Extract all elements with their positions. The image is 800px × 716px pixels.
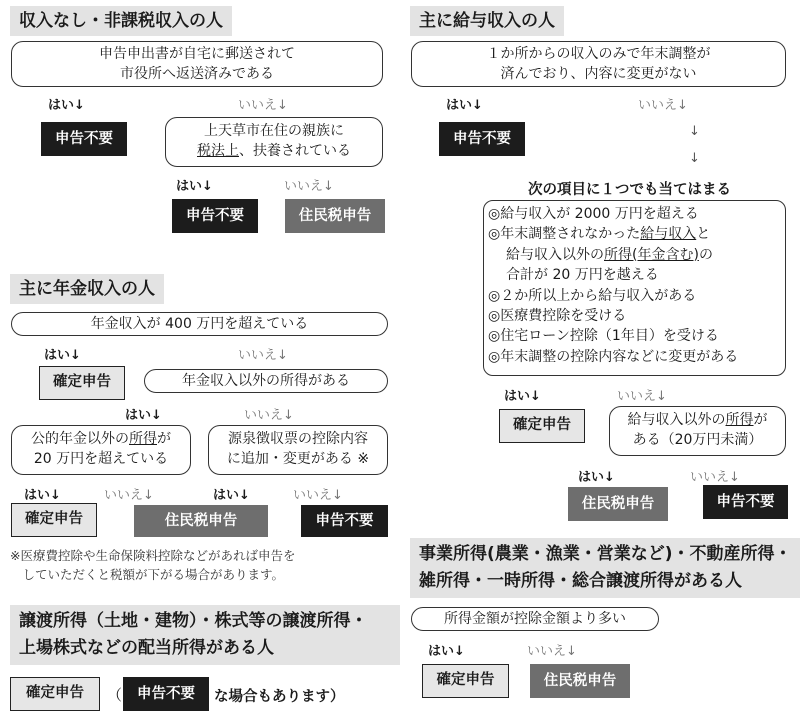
result-resident-tax: 住民税申告 — [134, 505, 268, 537]
condition-item: ◎年末調整の控除内容などに変更がある — [488, 348, 739, 365]
no-label: いいえ↓ — [244, 408, 294, 423]
footnote-line: していただくと税額が下がる場合があります。 — [10, 567, 285, 582]
result-no-filing: 申告不要 — [123, 677, 209, 711]
question-line: に追加・変更がある ※ — [226, 451, 370, 467]
no-label: いいえ↓ — [690, 470, 740, 485]
question-pension-over-400: 年金収入が 400 万円を超えている — [11, 312, 388, 336]
question-single-employer — [411, 41, 786, 87]
note-text: な場合もあります） — [214, 689, 345, 705]
section-header-salary: 主に給与収入の人 — [410, 6, 564, 36]
yes-label: はい↓ — [125, 408, 162, 423]
condition-item: ◎給与収入が 2000 万円を超える — [488, 206, 699, 222]
section-header-business-income — [410, 538, 800, 598]
no-label: いいえ↓ — [293, 488, 343, 503]
header-line: 雑所得・一時所得・総合譲渡所得がある人 — [419, 571, 742, 591]
paren-open: （ — [107, 686, 123, 704]
no-label: いいえ↓ — [238, 348, 288, 363]
condition-text: 給与収入以外の — [506, 246, 604, 263]
question-line: 済んでおり、内容に変更がない — [500, 66, 697, 82]
no-label: いいえ↓ — [527, 644, 577, 659]
footnote — [10, 546, 400, 584]
result-final-return: 確定申告 — [39, 366, 125, 400]
yes-label: はい↓ — [24, 488, 61, 503]
yes-label: はい↓ — [48, 98, 85, 113]
section-header-pension: 主に年金収入の人 — [10, 274, 164, 304]
question-non-public-pension — [11, 425, 191, 475]
underlined-term: 所得 — [725, 412, 754, 428]
condition-item: ◎住宅ローン控除（1年目）を受ける — [488, 328, 719, 345]
underlined-term: 所得(年金含む) — [604, 246, 699, 263]
underlined-term: 税法上 — [197, 143, 239, 159]
question-line: 上天草市在住の親族に — [204, 123, 344, 139]
condition-text: の — [698, 246, 713, 263]
condition-item — [488, 245, 785, 265]
yes-label: はい↓ — [213, 488, 250, 503]
yes-label: はい↓ — [578, 470, 615, 485]
no-label: いいえ↓ — [284, 179, 334, 194]
no-label: いいえ↓ — [617, 389, 667, 404]
condition-item — [488, 224, 785, 244]
no-label: いいえ↓ — [104, 488, 154, 503]
question-line: 申告申出書が自宅に郵送されて — [99, 46, 295, 62]
no-label: いいえ↓ — [638, 98, 688, 113]
down-arrow-icon: ↓ — [689, 151, 700, 166]
question-line: 20 万円を超えている — [33, 451, 169, 467]
conditions-list — [483, 200, 786, 376]
conditions-title: 次の項目に１つでも当てはまる — [528, 182, 731, 198]
question-text: 給与収入以外の — [627, 412, 726, 428]
footnote-line: ※医療費控除や生命保険料控除などがあれば申告を — [10, 548, 296, 563]
condition-text: ◎年末調整されなかった — [488, 226, 641, 243]
question-line: １か所からの収入のみで年末調整が — [486, 46, 711, 62]
result-final-return: 確定申告 — [10, 677, 100, 711]
section-header-no-income: 収入なし・非課税収入の人 — [10, 6, 232, 36]
yes-label: はい↓ — [504, 389, 541, 404]
question-dependent — [165, 117, 383, 167]
result-resident-tax: 住民税申告 — [285, 199, 385, 233]
section-header-transfer-income — [10, 605, 400, 665]
result-no-filing: 申告不要 — [172, 199, 258, 233]
question-text: 公的年金以外の — [31, 431, 129, 447]
underlined-term: 給与収入 — [640, 226, 697, 243]
down-arrow-icon: ↓ — [689, 124, 700, 139]
header-line: 事業所得(農業・漁業・営業など)・不動産所得・ — [419, 544, 792, 564]
question-income-exceeds-deduction: 所得金額が控除金額より多い — [411, 607, 659, 631]
question-line: 源泉徴収票の控除内容 — [228, 431, 368, 447]
header-line: 譲渡所得（土地・建物）・株式等の譲渡所得・ — [19, 611, 368, 631]
no-label: いいえ↓ — [238, 98, 288, 113]
yes-label: はい↓ — [44, 348, 81, 363]
result-no-filing: 申告不要 — [439, 122, 525, 156]
question-line — [12, 429, 190, 449]
result-final-return: 確定申告 — [422, 664, 509, 698]
question-text: 、扶養されている — [239, 143, 351, 159]
condition-item: 合計が 20 万円を越える — [506, 267, 659, 284]
result-resident-tax: 住民税申告 — [568, 487, 668, 521]
result-no-filing: 申告不要 — [41, 122, 127, 156]
result-no-filing: 申告不要 — [703, 485, 788, 519]
question-line: 市役所へ返送済みである — [120, 66, 274, 82]
header-line: 上場株式などの配当所得がある人 — [19, 638, 274, 658]
question-other-income: 年金収入以外の所得がある — [144, 369, 388, 393]
result-final-return: 確定申告 — [499, 409, 585, 443]
question-text: が — [753, 412, 768, 428]
yes-label: はい↓ — [176, 179, 213, 194]
question-line: ある（20万円未満） — [632, 432, 763, 448]
question-line — [166, 141, 382, 161]
condition-item: ◎医療費控除を受ける — [488, 308, 627, 325]
underlined-term: 所得 — [129, 431, 157, 447]
result-final-return: 確定申告 — [11, 503, 97, 537]
condition-text: と — [696, 226, 711, 243]
yes-label: はい↓ — [428, 644, 465, 659]
question-other-income-under-20 — [609, 406, 786, 456]
result-no-filing: 申告不要 — [301, 505, 388, 537]
question-withholding-change — [208, 425, 388, 475]
result-resident-tax: 住民税申告 — [530, 664, 630, 698]
question-text: が — [157, 431, 171, 447]
question-declaration-form — [11, 41, 383, 87]
question-line — [610, 410, 785, 430]
yes-label: はい↓ — [446, 98, 483, 113]
condition-item: ◎２か所以上から給与収入がある — [488, 287, 697, 304]
